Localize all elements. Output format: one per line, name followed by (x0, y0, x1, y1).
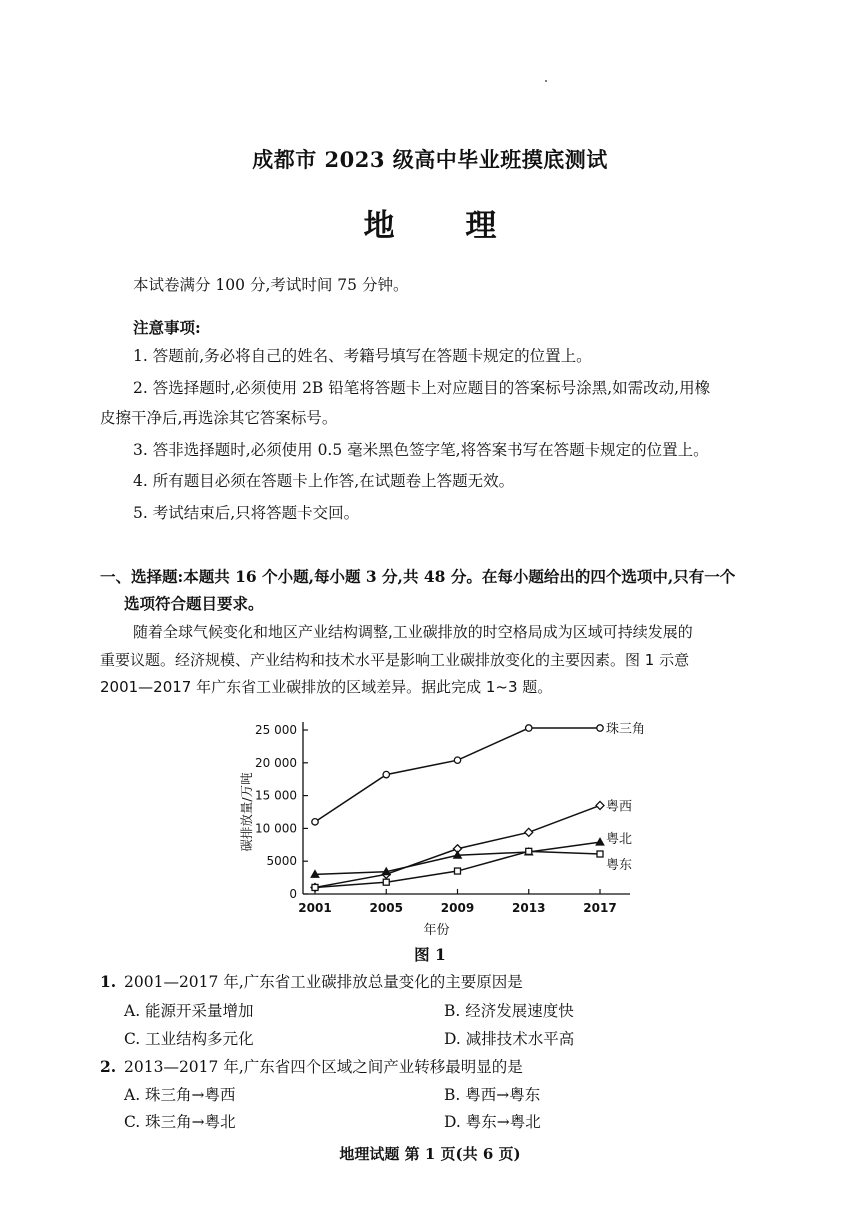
carbon-emission-chart (215, 712, 655, 942)
data-point-square (597, 851, 603, 857)
exam-intro: 本试卷满分 100 分,考试时间 75 分钟。 (133, 276, 409, 294)
section-heading-cont: 选项符合题目要求。 (124, 594, 264, 613)
note-item: 5. 考试结束后,只将答题卡交回。 (133, 504, 360, 522)
option-a[interactable]: A. 珠三角→粤西 (124, 1086, 236, 1104)
y-tick-label: 20 000 (255, 755, 297, 770)
y-tick-label: 15 000 (255, 788, 297, 803)
data-point-diamond (525, 828, 533, 836)
notes-heading: 注意事项: (133, 318, 201, 337)
data-point-square (526, 848, 532, 854)
data-point-circle (383, 771, 389, 777)
option-d[interactable]: D. 粤东→粤北 (444, 1113, 541, 1131)
note-item: 4. 所有题目必须在答题卡上作答,在试题卷上答题无效。 (133, 472, 515, 490)
data-point-circle (312, 819, 318, 825)
note-item: 3. 答非选择题时,必须使用 0.5 毫米黑色签字笔,将答案书写在答题卡规定的位置上。 (133, 441, 709, 459)
note-item: 2. 答选择题时,必须使用 2B 铅笔将答题卡上对应题目的答案标号涂黑,如需改动,用橡 (133, 379, 711, 397)
question-number: 2. (100, 1057, 117, 1076)
data-point-square (455, 868, 461, 874)
x-tick-label: 2001 (298, 901, 332, 915)
series-label: 粤北 (606, 832, 633, 848)
passage-line: 随着全球气候变化和地区产业结构调整,工业碳排放的时空格局成为区域可持续发展的 (133, 623, 693, 641)
data-point-triangle (596, 838, 604, 845)
x-tick-label: 2005 (369, 901, 403, 915)
option-d[interactable]: D. 减排技术水平高 (444, 1030, 575, 1048)
y-axis-title: 碳排放量/万吨 (239, 772, 254, 852)
subject-title: 地 理 (363, 208, 527, 244)
x-tick-label: 2013 (512, 901, 546, 915)
figure-caption: 图 1 (414, 945, 446, 964)
data-point-square (312, 884, 318, 890)
data-point-circle (454, 757, 460, 763)
x-tick-label: 2009 (440, 901, 475, 915)
option-a[interactable]: A. 能源开采量增加 (124, 1002, 254, 1020)
passage-line: 2001—2017 年广东省工业碳排放的区域差异。据此完成 1~3 题。 (100, 678, 553, 696)
question-stem: 2013—2017 年,广东省四个区域之间产业转移最明显的是 (124, 1058, 523, 1076)
question-stem: 2001—2017 年,广东省工业碳排放总量变化的主要原因是 (124, 973, 523, 991)
note-item: 1. 答题前,务必将自己的姓名、考籍号填写在答题卡规定的位置上。 (133, 347, 592, 365)
option-b[interactable]: B. 经济发展速度快 (444, 1002, 574, 1020)
data-point-square (383, 879, 389, 885)
scan-speck (545, 80, 547, 82)
section-heading: 一、选择题:本题共 16 个小题,每小题 3 分,共 48 分。在每小题给出的四个选项中,只有一个 (100, 567, 736, 586)
note-item: 皮擦干净后,再选涂其它答案标号。 (100, 409, 338, 427)
data-point-diamond (596, 801, 604, 809)
option-c[interactable]: C. 珠三角→粤北 (124, 1113, 236, 1131)
exam-title: 成都市 2023 级高中毕业班摸底测试 (252, 147, 608, 172)
option-c[interactable]: C. 工业结构多元化 (124, 1030, 254, 1048)
series-label: 珠三角 (606, 722, 646, 738)
y-tick-label: 10 000 (255, 821, 297, 836)
question-number: 1. (100, 972, 117, 991)
data-point-circle (597, 725, 603, 731)
passage-line: 重要议题。经济规模、产业结构和技术水平是影响工业碳排放变化的主要因素。图 1 示意 (100, 651, 690, 669)
series-label: 粤西 (606, 799, 633, 815)
x-tick-label: 2017 (583, 901, 617, 915)
x-axis-title: 年份 (423, 923, 450, 938)
page-footer: 地理试题 第 1 页(共 6 页) (339, 1145, 521, 1163)
option-b[interactable]: B. 粤西→粤东 (444, 1086, 541, 1104)
series-label: 粤东 (606, 857, 633, 873)
data-point-circle (526, 725, 532, 731)
y-tick-label: 5000 (266, 854, 297, 869)
y-tick-label: 0 (289, 887, 297, 901)
series-line-0 (315, 728, 600, 822)
y-tick-label: 25 000 (255, 723, 297, 737)
